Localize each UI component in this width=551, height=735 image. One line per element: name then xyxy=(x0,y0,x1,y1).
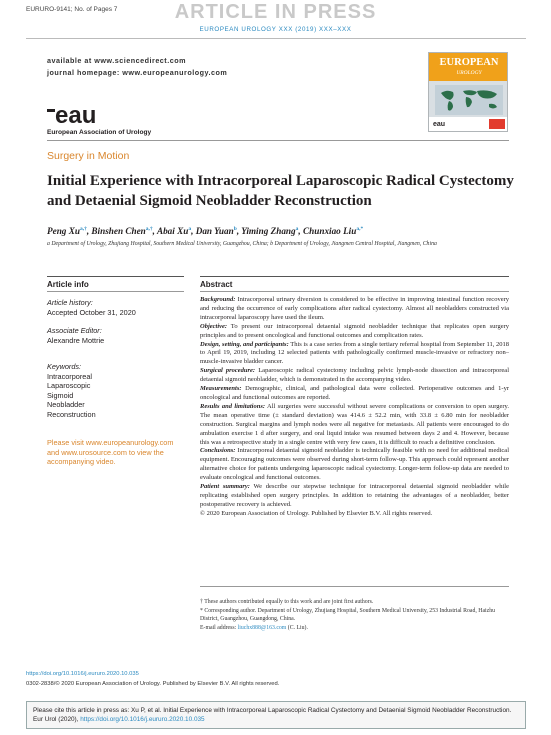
abstract-paragraph xyxy=(200,323,509,341)
author-name: Binshen Chen xyxy=(91,226,146,237)
abstract-paragraph xyxy=(200,483,509,510)
article-info-heading: Article info xyxy=(47,280,89,289)
eau-logo xyxy=(47,101,117,127)
cover-footer xyxy=(429,117,508,131)
abstract-section-label: Background: xyxy=(200,296,236,303)
video-link[interactable]: Please visit www.europeanurology.com and www.urosource.com to view the accompanying video. xyxy=(47,438,174,466)
abstract-paragraph xyxy=(200,296,509,323)
author-affiliation-marker[interactable]: a xyxy=(188,226,192,232)
cover-header xyxy=(429,53,508,81)
author-name: Chunxiao Liu xyxy=(302,226,357,237)
citation-doi-link[interactable]: https://doi.org/10.1016/j.eururo.2020.10.035 xyxy=(80,716,205,723)
citation-text: Please cite this article in press as: Xu P, et al. Initial Experience with Intracorporeal Laparoscopic Radical Cystectomy and Detaenial Sigmoid Neobladder Reconstruction. Eur Urol (2020), xyxy=(33,707,512,723)
abstract-bottom-rule xyxy=(200,586,509,587)
abstract-paragraph xyxy=(200,367,509,385)
footnote-dagger: † These authors contributed equally to this work and are joint first authors. xyxy=(200,599,374,605)
email-label: E-mail address: xyxy=(200,625,238,631)
email-suffix: (C. Liu). xyxy=(286,625,308,631)
author-name: Abai Xu xyxy=(156,226,189,237)
article-title: Initial Experience with Intracorporeal Laparoscopic Radical Cystectomy and Detaenial Sigmoid Neobladder Reconstruction xyxy=(47,173,514,209)
abstract-head-rule xyxy=(200,291,509,292)
author-affiliation-marker[interactable]: a,† xyxy=(79,226,87,232)
footnote-corresponding: * Corresponding author. Department of Urology, Zhujiang Hospital, Southern Medical University, 253 Industrial Road, Haizhu District, Guangzhou, Guangdong, China. xyxy=(200,608,495,622)
email-link[interactable]: liuchx888@163.com xyxy=(237,625,287,631)
copyright-line: © 2020 European Association of Urology. Published by Elsevier B.V. All rights reserved. xyxy=(200,509,433,517)
eau-organization-name: European Association of Urology xyxy=(47,129,152,136)
author-affiliation-marker[interactable]: a xyxy=(295,226,299,232)
article-info-top-rule xyxy=(47,276,184,277)
author-name: Dan Yuan xyxy=(195,226,234,237)
abstract-section-text: We describe our stepwise technique for intracorporeal detaenial sigmoid neobladder while replicating established open surgery principles. In addition to retaining the advantages of a neobladder, better postoperative recovery is achieved. xyxy=(200,483,509,508)
eau-logo-mark: eau xyxy=(55,102,97,127)
article-history-label: Article history: xyxy=(47,298,93,307)
abstract-section-text: To present our intracorporeal detaenial sigmoid neobladder technique that replicates open surgery principles and to present oncological and functional outcomes and complication rates. xyxy=(200,322,509,339)
abstract-section-label: Conclusions: xyxy=(200,447,236,455)
article-history xyxy=(47,298,184,317)
cover-title: EUROPEAN xyxy=(439,57,499,68)
abstract-section-label: Design, setting, and participants: xyxy=(200,340,289,348)
author-affiliation-marker[interactable]: b xyxy=(233,226,237,232)
affiliations: a Department of Urology, Zhujiang Hospital, Southern Medical University, Guangzhou, China; b Department of Urology, Jiangmen Central Hospital, Jiangmen, China xyxy=(47,241,437,247)
keywords xyxy=(47,362,184,419)
abstract-section-text: Intracorporeal urinary diversion is considered to be effective in improving intestinal function recovery and reducing the occurrence of early complications after radical cystectomy. Almost all neobladders constructed via intracorporeal laparoscopy have used the ileum. xyxy=(200,296,509,321)
available-at[interactable]: available at www.sciencedirect.com xyxy=(47,56,186,65)
abstract-paragraph xyxy=(200,403,509,448)
abstract-section-label: Patient summary: xyxy=(200,483,250,491)
cover-eau-mark: eau xyxy=(433,121,446,128)
article-info-head-rule xyxy=(47,291,184,292)
masthead-divider xyxy=(47,140,509,141)
abstract-heading: Abstract xyxy=(200,280,233,289)
journal-line: EUROPEAN UROLOGY XXX (2019) XXX–XXX xyxy=(199,26,352,33)
abstract-section-label: Surgical procedure: xyxy=(200,367,256,375)
footnote-email xyxy=(200,624,509,632)
article-history-value: Accepted October 31, 2020 xyxy=(47,307,136,317)
associate-editor xyxy=(47,326,184,345)
abstract-section-text: Demographic, clinical, and pathological data were collected. Perioperative outcomes and 1-yr oncological and functional outcomes are reported. xyxy=(200,385,509,401)
article-in-press-banner: ARTICLE IN PRESS xyxy=(174,1,377,23)
doi-link[interactable]: https://doi.org/10.1016/j.eururo.2020.10.035 xyxy=(26,671,139,677)
abstract-top-rule xyxy=(200,276,509,277)
abstract-section-text: This is a case series from a single tertiary referral hospital from September 11, 2018 to April 19, 2019, including 12 selected patients with pathologically confirmed muscle-invasive or refractory non–muscle-invasive bladder cancer. xyxy=(200,340,509,366)
journal-cover[interactable] xyxy=(428,52,508,132)
associate-editor-label: Associate Editor: xyxy=(47,326,102,335)
abstract-paragraph xyxy=(200,447,509,483)
keyword-item: Sigmoid xyxy=(47,390,74,400)
issn-line: 0302-2838/© 2020 European Association of Urology. Published by Elsevier B.V. All rights reserved. xyxy=(26,681,280,687)
cover-badge xyxy=(489,119,505,129)
abstract-section-label: Objective: xyxy=(200,322,228,330)
associate-editor-value: Alexandre Mottrie xyxy=(47,335,105,345)
world-map-icon xyxy=(435,85,503,115)
abstract-body xyxy=(200,296,509,519)
abstract-paragraph xyxy=(200,385,509,403)
abstract-section-text: All surgeries were successful without severe complications or conversion to open surgery. The mean operative time (± standard deviation) was 414.6 ± 52.2 min, with 33.8 ± 6.80 min for neobladder construction. Surgical margins and lymph nodes were all negative for metastasis. All patients were encouraged to do ambulation exercise 1 d after surgery, and oral liquid intake was resumed between days 2 and 4. However, because this was a retrospective study in a single centre with very few cases, it is difficult to reach a definitive conclusion. xyxy=(200,402,509,446)
author-name: Yiming Zhang xyxy=(241,226,296,237)
keyword-item: Reconstruction xyxy=(47,409,96,419)
keyword-item: Laparoscopic xyxy=(47,381,91,390)
manuscript-reference: EURURO-9141; No. of Pages 7 xyxy=(26,6,118,13)
abstract-section-label: Measurements: xyxy=(200,385,242,393)
author-name: Peng Xu xyxy=(47,226,80,237)
author-list: Peng $Xu^{a,\dagger}$, Binshen Chen$^{a,\dagger}$, Abai Xu$^a$, Dan Yuan$^b$, Yiming Zhang$^a$, Chunxiao Liu$^{a,*}$ xyxy=(47,226,364,237)
abstract-section-text: Laparoscopic radical cystectomy including pelvic lymph-node dissection and intracorporeal detaenial sigmoid neobladder, which is demonstrated in the accompanying video. xyxy=(200,367,509,384)
author-affiliation-marker[interactable]: a,† xyxy=(145,226,153,232)
journal-homepage[interactable]: journal homepage: www.europeanurology.com xyxy=(47,68,228,77)
section-label: Surgery in Motion xyxy=(47,150,130,162)
abstract-section-label: Results and limitations: xyxy=(200,402,266,410)
author-affiliation-marker[interactable]: a,* xyxy=(356,226,364,232)
keywords-label: Keywords: xyxy=(47,362,82,371)
cover-subtitle: UROLOGY xyxy=(456,70,482,76)
header-divider xyxy=(26,38,526,39)
keyword-item: Intracorporeal xyxy=(47,371,93,381)
citation-box xyxy=(26,701,526,729)
abstract-section-text: Intracorporeal detaenial sigmoid neobladder is technically feasible with no need for additional medical equipment. Encouraging outcomes were observed during short-term follow-up. This approach could represent another alternative choice for patients undergoing laparoscopic radical cystectomy. Longer-term follow-up data are needed to evaluate oncological and functional outcomes. xyxy=(200,447,509,482)
abstract-paragraph xyxy=(200,341,509,368)
keyword-item: Neobladder xyxy=(47,400,85,409)
